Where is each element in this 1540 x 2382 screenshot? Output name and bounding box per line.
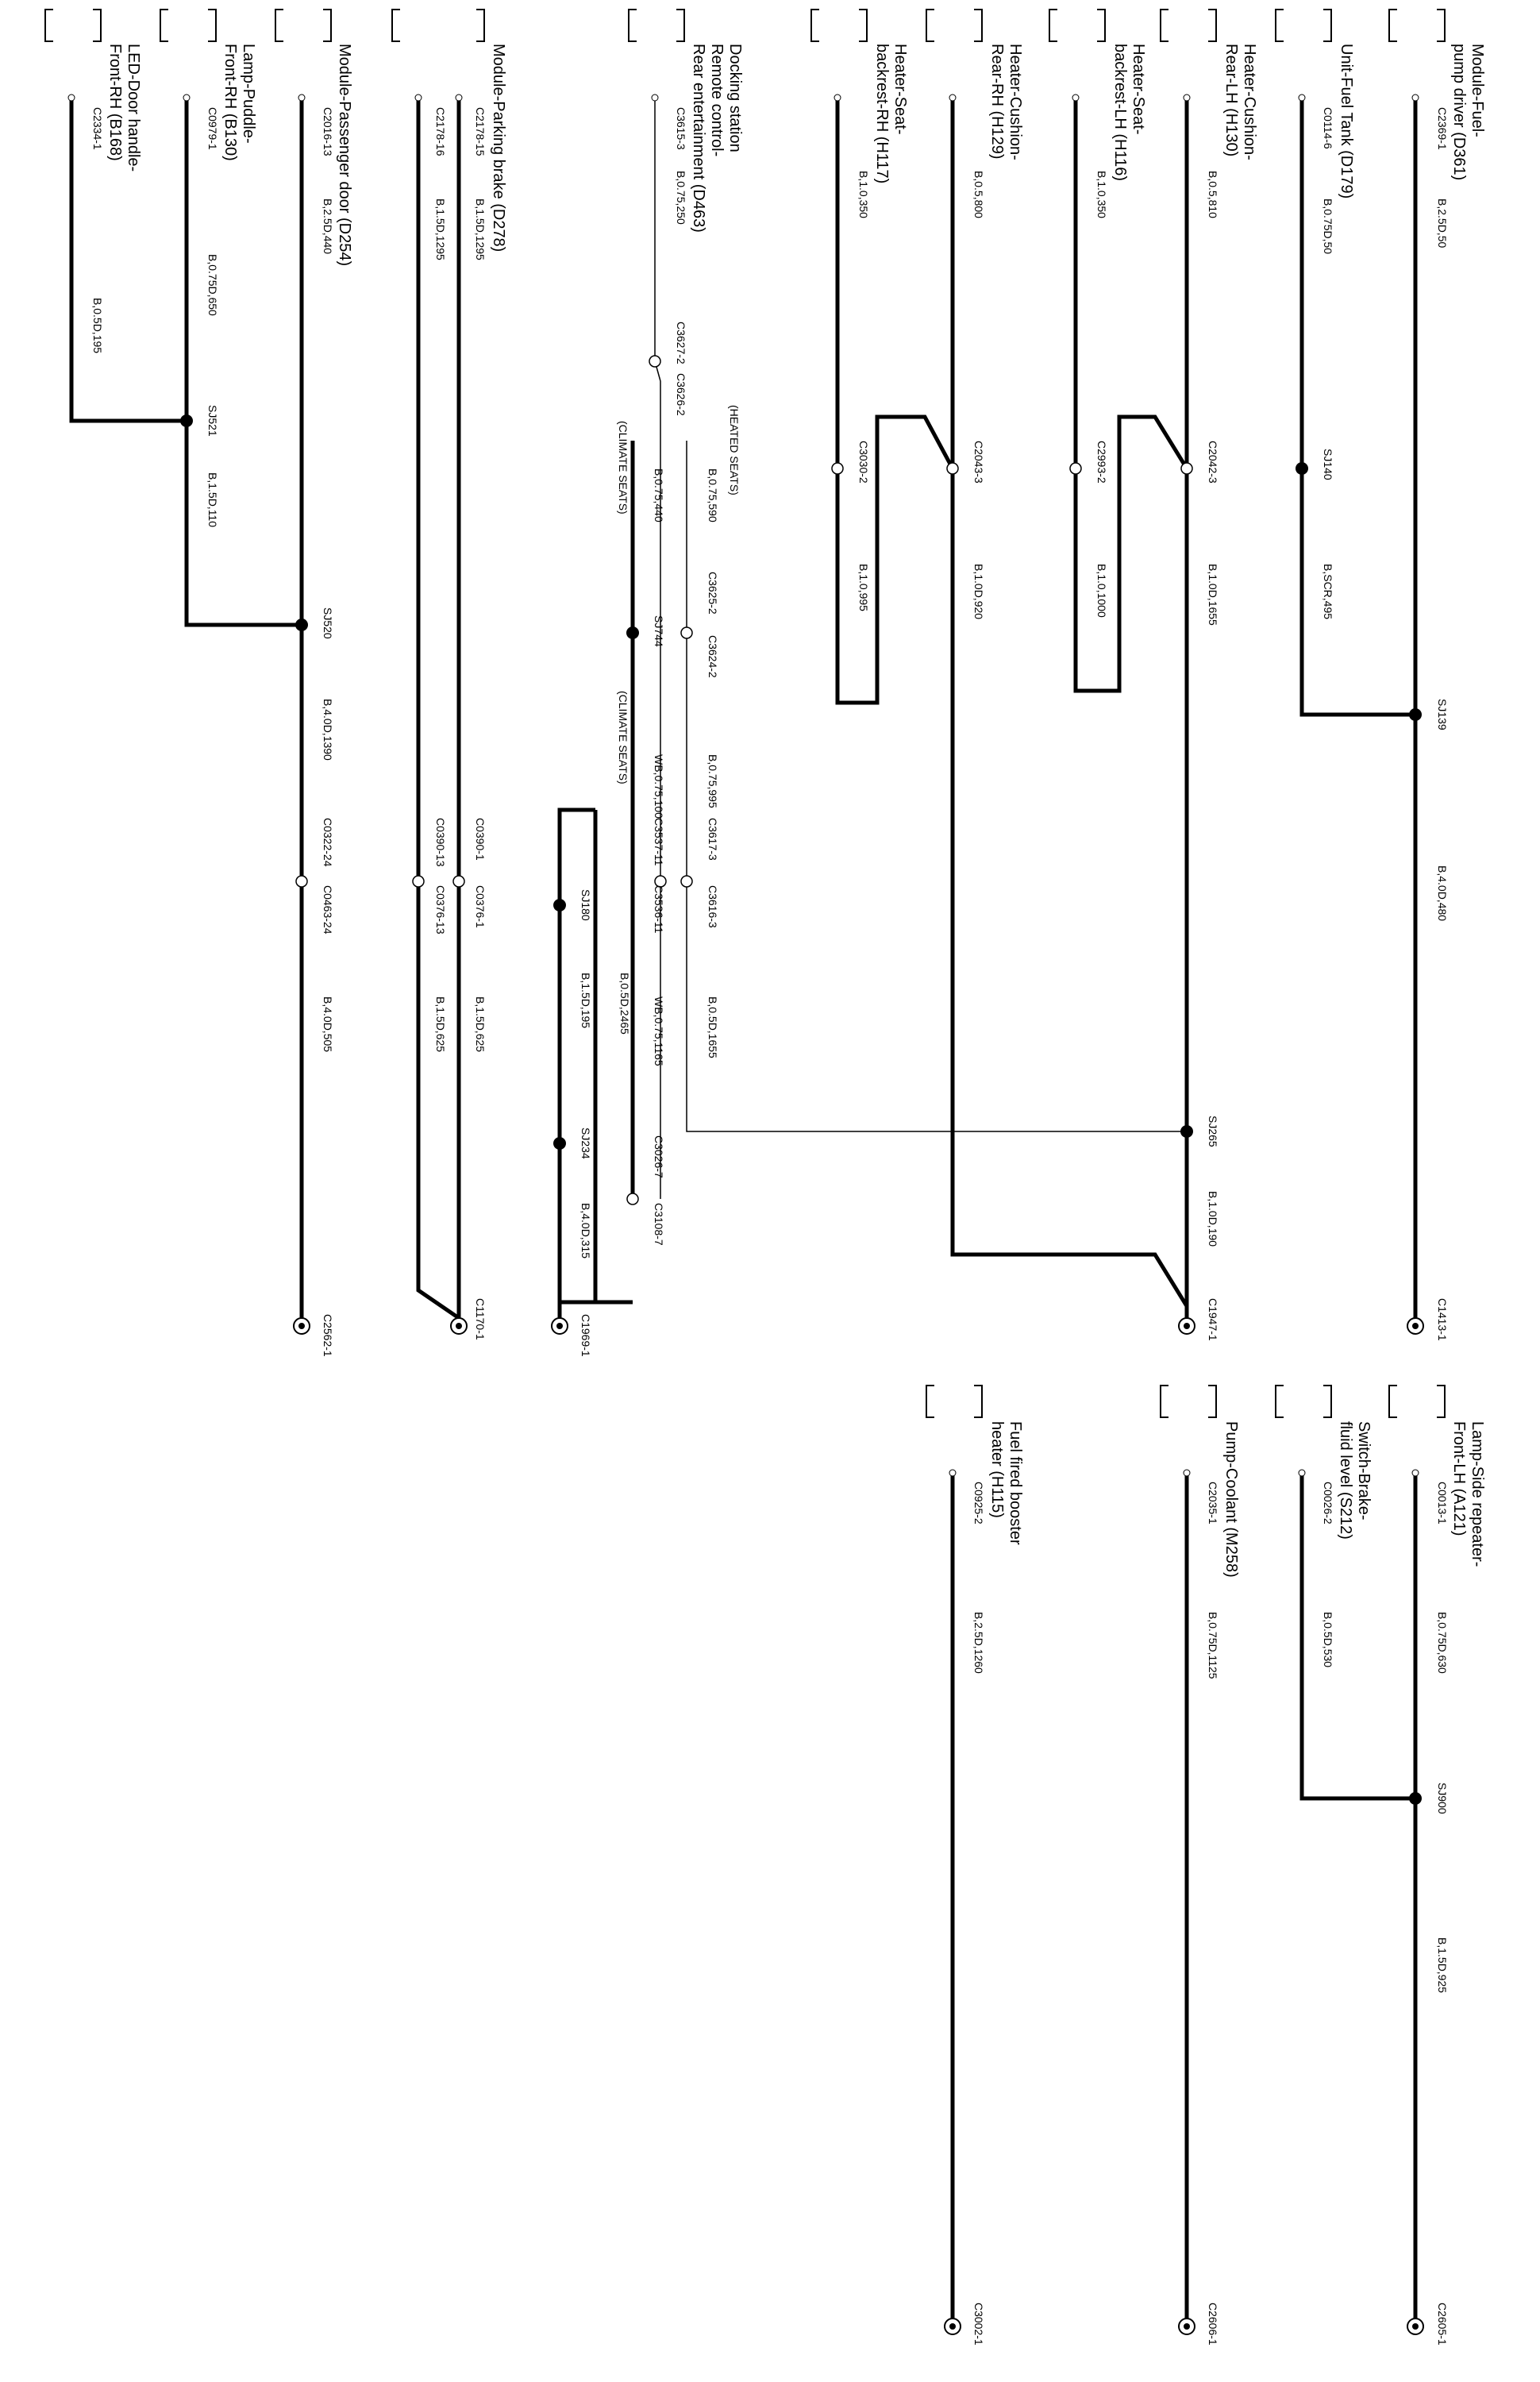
conn-c0390b: [413, 876, 424, 887]
conn-label-c0376b: C0376-13: [434, 885, 447, 935]
splice-label-sj521: SJ521: [206, 405, 219, 437]
conn-c3625: [681, 627, 692, 638]
wire-label: B,0.5,810: [1207, 171, 1219, 218]
title-d278: Module-Parking brake (D278): [490, 44, 507, 252]
wire-label: B,1.0D,190: [1207, 1191, 1219, 1247]
box-d179: [1276, 10, 1331, 41]
title-b168-2: Front-RH (B168): [106, 44, 124, 161]
ground-g1170: [451, 1318, 467, 1334]
title-d463-1: Docking station: [726, 44, 744, 152]
wire-label: B,4.0D,480: [1436, 865, 1449, 922]
pin-d254: [298, 94, 305, 101]
note-heated-seats: (HEATED SEATS): [728, 405, 741, 495]
title-b130-1: Lamp-Puddle-: [240, 44, 257, 144]
splice-label-sj900: SJ900: [1436, 1783, 1449, 1814]
conn-label-c3626: C3626-2: [675, 373, 687, 416]
box-h130: [1161, 10, 1216, 41]
wire-b130: [187, 98, 302, 625]
conn-c3030: [832, 463, 843, 474]
pin-label-d278: C2178-15: [474, 107, 487, 156]
wire-label: B,4.0D,1390: [321, 699, 334, 761]
pin-label-d179: C0114-6: [1322, 107, 1334, 149]
conn-c2042: [1181, 463, 1192, 474]
pin-label-a121: C0013-1: [1436, 1482, 1449, 1524]
wire-d179-sj139: [1302, 98, 1415, 715]
ground-label-g1947: C1947-1: [1207, 1298, 1219, 1341]
box-h129: [926, 10, 982, 41]
wire-label: B,0.75,590: [706, 468, 719, 522]
pin-label-d361: C2369-1: [1436, 107, 1449, 150]
ground-label-g2562: C2562-1: [321, 1314, 334, 1357]
splice-label-sj265: SJ265: [1207, 1116, 1219, 1147]
wire-label: B,1.5D,195: [579, 973, 592, 1029]
grounds: [294, 1318, 1423, 2334]
pin-label-c2178-16: C2178-16: [434, 107, 447, 156]
title-h116-2: backrest-LH (H116): [1111, 44, 1129, 182]
wire-label: B,0.5D,530: [1322, 1612, 1334, 1668]
pin-h129: [949, 94, 956, 101]
pin-label-h115: C0925-2: [972, 1482, 985, 1524]
ground-label-g1969: C1969-1: [579, 1314, 592, 1357]
wire-label: B,1.5D,1295: [434, 198, 447, 260]
title-h129-1: Heater-Cushion-: [1007, 44, 1024, 160]
title-d254: Module-Passenger door (D254): [336, 44, 353, 267]
title-h130-1: Heater-Cushion-: [1241, 44, 1258, 160]
wire-label: B,2.5D,440: [321, 198, 334, 255]
box-b130: [160, 10, 216, 41]
pin-label-m258: C2035-1: [1207, 1482, 1219, 1524]
title-d179: Unit-Fuel Tank (D179): [1338, 44, 1355, 199]
component-boxes: [45, 10, 1445, 1417]
pin-d278b: [415, 94, 422, 101]
wire-label: B,1.0,1000: [1095, 564, 1108, 618]
box-s212: [1276, 1386, 1331, 1417]
wire-h129: [953, 98, 1187, 1306]
wire-d278: [418, 98, 459, 1318]
conn-c2993: [1070, 463, 1081, 474]
title-b168-1: LED-Door handle-: [125, 44, 142, 172]
pin-h116: [1072, 94, 1079, 101]
title-d463-2: Remote control-: [708, 44, 726, 157]
pin-label-d254: C2016-13: [321, 107, 334, 156]
box-d463: [629, 10, 684, 41]
splice-label-sj234: SJ234: [579, 1127, 592, 1159]
wire-label: B,1.5D,925: [1436, 1937, 1449, 1994]
conn-c3026: [627, 1193, 638, 1204]
wire-label: B,0.5D,195: [91, 298, 104, 354]
splice-dot-sj265: [1180, 1125, 1193, 1138]
wire-label: B,SCR,495: [1322, 564, 1334, 620]
splice-dot-sj234: [553, 1137, 566, 1150]
wire-label: B,1.0,350: [857, 171, 870, 218]
pin-h117: [834, 94, 841, 101]
conn-label-c3536: C3536-11: [653, 885, 665, 934]
wire-label: B,0.75D,650: [206, 254, 219, 316]
wire-label: B,1.0D,1655: [1207, 564, 1219, 626]
conn-label-c3624: C3624-2: [706, 635, 719, 678]
wire-label: B,0.75D,630: [1436, 1612, 1449, 1674]
ground-label-g3002: C3002-1: [972, 2303, 985, 2345]
pin-label-b130: C0979-1: [206, 107, 219, 150]
title-a121-1: Lamp-Side repeater-: [1469, 1421, 1486, 1567]
conn-label-c0463: C0463-24: [321, 885, 334, 935]
splice-label-sj180: SJ180: [579, 889, 592, 921]
box-d278: [392, 10, 484, 41]
pin-d179: [1299, 94, 1305, 101]
wire-label: B,0.5D,2465: [618, 973, 631, 1035]
title-h115-1: Fuel fired booster: [1007, 1421, 1024, 1545]
pin-label-d463: C3615-3: [675, 107, 687, 150]
wire-label: B,2.5D,50: [1436, 198, 1449, 249]
title-a121-2: Front-LH (A121): [1450, 1421, 1468, 1536]
wire-label: B,1.5D,110: [206, 472, 219, 528]
wire-label: B,0.5,800: [972, 171, 985, 218]
ground-label-g1170: C1170-1: [474, 1298, 487, 1340]
splice-dot-sj900: [1409, 1792, 1422, 1805]
box-h115: [926, 1386, 982, 1417]
pin-h115: [949, 1470, 956, 1476]
conn-label-c3026: C3026-7: [653, 1135, 665, 1178]
title-h117-1: Heater-Seat-: [891, 44, 909, 135]
ground-g2605: [1407, 2318, 1423, 2334]
title-d463-3: Rear entertainment (D463): [690, 44, 707, 233]
pin-h130: [1184, 94, 1190, 101]
title-h116-1: Heater-Seat-: [1130, 44, 1147, 135]
wire-label: B,0.5D,1655: [706, 996, 719, 1058]
conn-label-c2993: C2993-2: [1095, 441, 1108, 484]
conn-c0390a: [453, 876, 464, 887]
splice-dot-sj139: [1409, 708, 1422, 721]
title-b130-2: Front-RH (B130): [221, 44, 239, 161]
splice-dot-sj140: [1296, 462, 1308, 475]
title-m258: Pump-Coolant (M258): [1222, 1421, 1240, 1578]
pin-b168: [68, 94, 75, 101]
ground-g2606: [1179, 2318, 1195, 2334]
pin-m258: [1184, 1470, 1190, 1476]
ground-label-g1413: C1413-1: [1436, 1298, 1449, 1341]
wire-label: B,1.0D,920: [972, 564, 985, 620]
conn-label-c0390a: C0390-1: [474, 818, 487, 861]
wire-label: B,4.0D,505: [321, 996, 334, 1053]
conn-label-c3108: C3108-7: [653, 1203, 665, 1246]
wire-label: WB,0.75,100: [653, 754, 665, 819]
wire-label: B,2.5D,1260: [972, 1612, 985, 1674]
ground-g1413: [1407, 1318, 1423, 1334]
wire-label: B,1.0,995: [857, 564, 870, 611]
conn-label-c3537: C3537-11: [653, 818, 665, 866]
pin-d463: [652, 94, 658, 101]
conn-label-c0322: C0322-24: [321, 818, 334, 867]
wire-label: B,0.75D,1125: [1207, 1612, 1219, 1679]
box-d361: [1389, 10, 1445, 41]
wire-h117: [837, 98, 953, 703]
wire-sj265: [687, 441, 1187, 1131]
pin-s212: [1299, 1470, 1305, 1476]
conn-label-c3030: C3030-2: [857, 441, 870, 484]
pin-a121: [1412, 1470, 1419, 1476]
title-s212-1: Switch-Brake-: [1355, 1421, 1373, 1521]
title-h130-2: Rear-LH (H130): [1222, 44, 1240, 157]
splice-dot-sj744: [626, 626, 639, 639]
note-climate-seats-1: (CLIMATE SEATS): [617, 421, 629, 515]
wire-label: B,0.75,440: [653, 468, 665, 522]
wire-label: B,1.0,350: [1095, 171, 1108, 218]
splice-dot-sj521: [180, 414, 193, 427]
ground-label-g2606: C2606-1: [1207, 2303, 1219, 2345]
pins: [68, 94, 1419, 1476]
conn-c3617: [681, 876, 692, 887]
wire-label: WB,0.75,1165: [653, 996, 665, 1066]
title-h115-2: heater (H115): [988, 1421, 1006, 1518]
title-d361-1: Module-Fuel-: [1469, 44, 1486, 137]
splice-dots: [180, 414, 1422, 1805]
splice-label-sj139: SJ139: [1436, 699, 1449, 730]
title-d361-2: pump driver (D361): [1450, 44, 1468, 181]
pin-d278a: [456, 94, 462, 101]
wire-label: B,1.5D,625: [434, 996, 447, 1053]
wire-h116: [1076, 98, 1187, 691]
box-h117: [811, 10, 867, 41]
wire-label: B,0.75,995: [706, 754, 719, 808]
ground-g1947: [1179, 1318, 1195, 1334]
splice-dot-sj180: [553, 899, 566, 912]
title-h117-2: backrest-RH (H117): [873, 44, 891, 184]
conn-c2043: [947, 463, 958, 474]
wire-label: B,1.5D,625: [474, 996, 487, 1053]
conn-label-c0376a: C0376-1: [474, 885, 487, 928]
conn-label-c2042: C2042-3: [1207, 441, 1219, 484]
pin-d361: [1412, 94, 1419, 101]
note-climate-seats-2: (CLIMATE SEATS): [617, 691, 629, 784]
pin-label-b168: C2334-1: [91, 107, 104, 150]
conn-label-c0390b: C0390-13: [434, 818, 447, 867]
box-d254: [275, 10, 331, 41]
ground-g3002: [945, 2318, 961, 2334]
ground-label-g2605: C2605-1: [1436, 2303, 1449, 2345]
pin-b130: [183, 94, 190, 101]
conn-label-c3616: C3616-3: [706, 885, 719, 928]
box-h116: [1049, 10, 1105, 41]
splice-label-sj744: SJ744: [653, 615, 665, 647]
splice-label-sj520: SJ520: [321, 607, 334, 639]
conn-label-c3627: C3627-2: [675, 322, 687, 364]
conn-label-c3617: C3617-3: [706, 818, 719, 861]
wire-label: B,4.0D,315: [579, 1203, 592, 1259]
box-b168: [45, 10, 101, 41]
conn-label-c3625: C3625-2: [706, 572, 719, 615]
conn-c0322: [296, 876, 307, 887]
splice-label-sj140: SJ140: [1322, 449, 1334, 480]
splice-dot-sj520: [295, 619, 308, 631]
pin-label-s212: C0026-2: [1322, 1482, 1334, 1524]
wire-label: B,0.75D,50: [1322, 198, 1334, 255]
title-h129-2: Rear-RH (H129): [988, 44, 1006, 160]
box-m258: [1161, 1386, 1216, 1417]
box-a121: [1389, 1386, 1445, 1417]
ground-g1969: [552, 1318, 568, 1334]
ground-g2562: [294, 1318, 310, 1334]
wire-label: B,1.5D,1295: [474, 198, 487, 260]
conn-label-c2043: C2043-3: [972, 441, 985, 484]
inline-connectors: [296, 356, 1192, 1204]
wire-s212: [1302, 1473, 1415, 1798]
wire-sj180-loop: [560, 810, 633, 1318]
conn-c3627: [649, 356, 660, 367]
title-s212-2: fluid level (S212): [1337, 1421, 1354, 1540]
wire-label: B,0.75,250: [675, 171, 687, 225]
